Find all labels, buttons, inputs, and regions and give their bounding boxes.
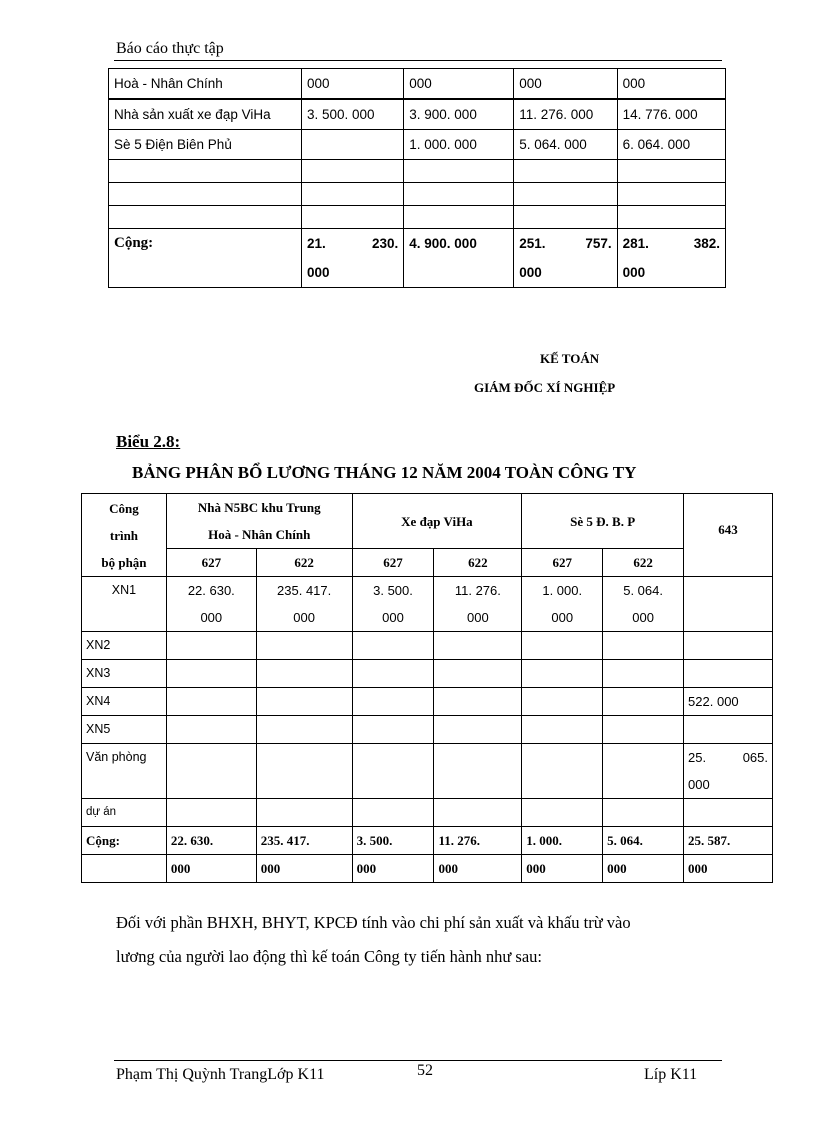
total-cell: 000 [352, 855, 434, 883]
table-row [82, 688, 773, 716]
total-cell: 000 [684, 855, 773, 883]
total-label: Cộng: [82, 827, 167, 855]
row-label: XN2 [82, 632, 167, 660]
subheader-622: 622 [603, 549, 684, 577]
cell: 000 [617, 69, 725, 100]
total-cell: 000 [522, 855, 603, 883]
total-cell: 11. 276. [434, 827, 522, 855]
page-number: 52 [417, 1062, 433, 1079]
cell: 25. 065. 000 [684, 744, 773, 799]
subheader-622: 622 [434, 549, 522, 577]
header-group-n5bc: Nhà N5BC khu Trung Hoà - Nhân Chính [166, 494, 352, 549]
table-row [109, 69, 726, 100]
cell: 5. 064. 000 [603, 577, 684, 632]
page-header-title: Báo cáo thực tập [116, 40, 224, 57]
table-row-empty [109, 206, 726, 229]
table-row [82, 660, 773, 688]
row-name: Nhà sản xuất xe đạp ViHa [109, 99, 302, 130]
table-row-empty [109, 160, 726, 183]
table-row [109, 130, 726, 160]
cell [301, 130, 403, 160]
table-subheader-row [82, 549, 773, 577]
total-cell: 000 [603, 855, 684, 883]
total-cell: 25. 587. [684, 827, 773, 855]
header-rule [114, 60, 722, 61]
cell: 6. 064. 000 [617, 130, 725, 160]
cell: 000 [514, 69, 617, 100]
header-work-dept: Công trình bộ phận [82, 494, 167, 577]
footer-author: Phạm Thị Quỳnh TrangLớp K11 [116, 1066, 325, 1083]
table-row [82, 577, 773, 632]
cell: 11. 276. 000 [514, 99, 617, 130]
cell [684, 577, 773, 632]
paragraph-line: lương của người lao động thì kế toán Công ty tiến hành như sau: [116, 947, 543, 966]
cell: 1. 000. 000 [404, 130, 514, 160]
cell: 5. 064. 000 [514, 130, 617, 160]
salary-allocation-table [81, 493, 773, 883]
cell: 235. 417. 000 [256, 577, 352, 632]
cell: 522. 000 [684, 688, 773, 716]
table-total-row-cont [82, 855, 773, 883]
total-cell: 235. 417. [256, 827, 352, 855]
footer-rule [114, 1060, 722, 1061]
total-cell: 3. 500. [352, 827, 434, 855]
table-title: BẢNG PHÂN BỔ LƯƠNG THÁNG 12 NĂM 2004 TOÀN CÔNG TY [132, 463, 637, 482]
header-group-se5: Sè 5 Đ. B. P [522, 494, 684, 549]
row-label: Văn phòng [82, 744, 167, 799]
table-row [82, 716, 773, 744]
cell: 1. 000. 000 [522, 577, 603, 632]
paragraph-line: Đối với phần BHXH, BHYT, KPCĐ tính vào chi phí sản xuất và khấu trừ vào [116, 913, 631, 932]
table-header-row [82, 494, 773, 549]
subheader-627: 627 [166, 549, 256, 577]
header-group-viha: Xe đạp ViHa [352, 494, 522, 549]
cell: 3. 500. 000 [352, 577, 434, 632]
total-cell: 21. 230. 000 [301, 229, 403, 288]
table-total-row [82, 827, 773, 855]
exhibit-label: Biểu 2.8: [116, 432, 181, 451]
row-name: Sè 5 Điện Biên Phủ [109, 130, 302, 160]
cell: 000 [404, 69, 514, 100]
cell: 11. 276. 000 [434, 577, 522, 632]
table-total-row [109, 229, 726, 288]
cell: 3. 900. 000 [404, 99, 514, 130]
table-row [82, 799, 773, 827]
total-cell: 000 [256, 855, 352, 883]
row-label: XN3 [82, 660, 167, 688]
subheader-622: 622 [256, 549, 352, 577]
accountant-signature-label: KẾ TOÁN [540, 351, 600, 366]
table-row-empty [109, 183, 726, 206]
header-643: 643 [684, 494, 773, 577]
cost-summary-table [108, 68, 726, 288]
subheader-627: 627 [352, 549, 434, 577]
row-label: XN4 [82, 688, 167, 716]
total-cell: 000 [166, 855, 256, 883]
director-signature-label: GIÁM ĐỐC XÍ NGHIỆP [474, 380, 616, 395]
total-cell: 22. 630. [166, 827, 256, 855]
row-label: dự án [82, 799, 167, 827]
row-name: Hoà - Nhân Chính [109, 69, 302, 100]
total-label: Cộng: [109, 229, 302, 288]
table-row [109, 99, 726, 130]
cell: 14. 776. 000 [617, 99, 725, 130]
row-label: XN5 [82, 716, 167, 744]
total-cell: 000 [434, 855, 522, 883]
total-cell: 1. 000. [522, 827, 603, 855]
total-cell: 281. 382. 000 [617, 229, 725, 288]
table-row [82, 744, 773, 799]
subheader-627: 627 [522, 549, 603, 577]
footer-class: Líp K11 [644, 1066, 698, 1083]
cell: 22. 630. 000 [166, 577, 256, 632]
total-cell: 4. 900. 000 [404, 229, 514, 288]
table-row [82, 632, 773, 660]
row-label: XN1 [82, 577, 167, 632]
total-cell: 5. 064. [603, 827, 684, 855]
cell: 000 [301, 69, 403, 100]
total-cell: 251. 757. 000 [514, 229, 617, 288]
cell: 3. 500. 000 [301, 99, 403, 130]
